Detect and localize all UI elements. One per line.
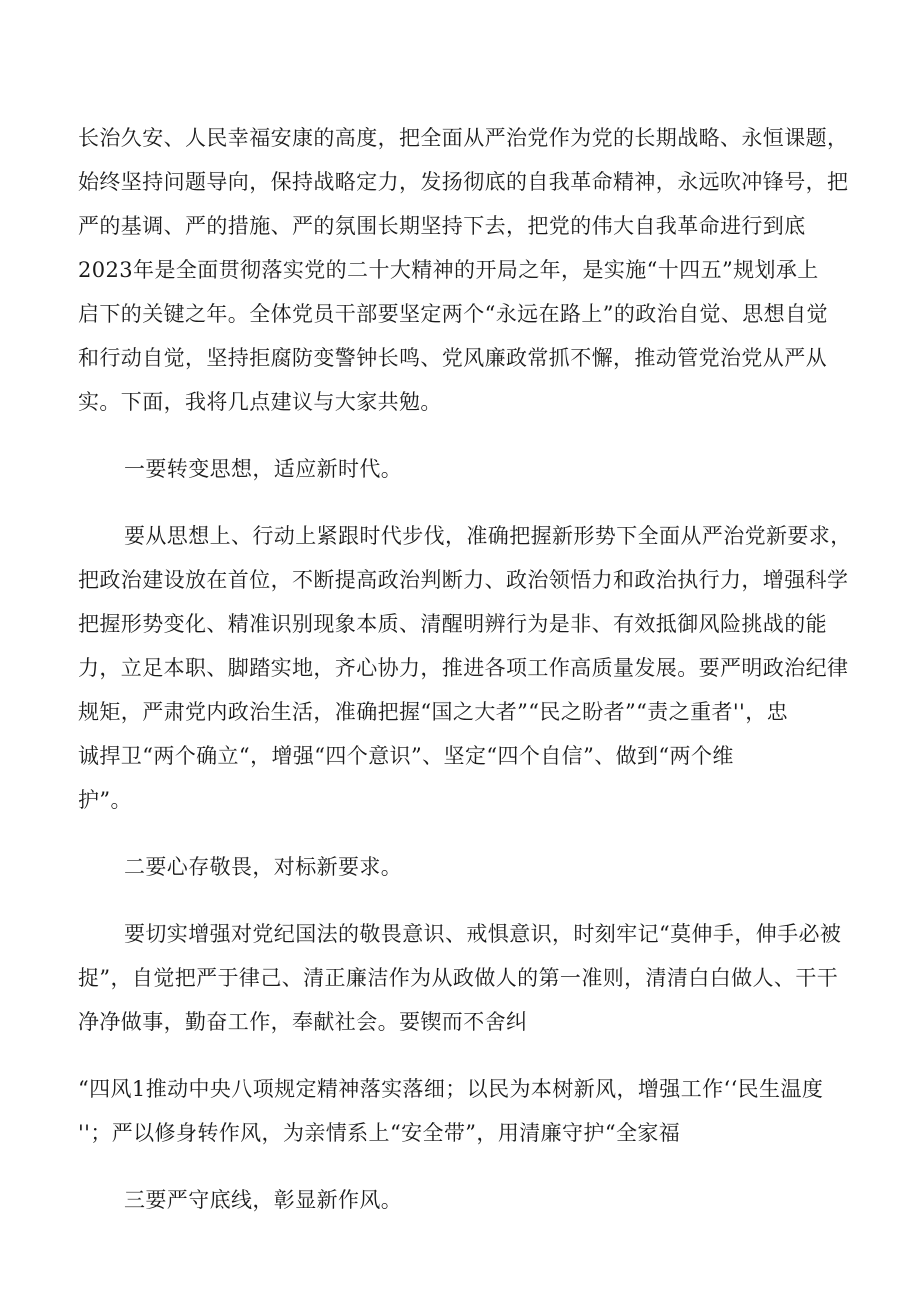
section-heading-1: 一要转变思想，适应新时代。 [124,457,403,481]
text-line-12: 规矩，严肃党内政治生活，准确把握“国之大者”“民之盼者”“责之重者''，忠 [78,700,789,724]
text-line-13: 诚捍卫“两个确立“，增强“四个意识”、坚定“四个自信”、做到“两个维 [78,744,734,768]
text-line-18: “四风1推动中央八项规定精神落实落细；以民为本树新风，增强工作‘‘民生温度 [78,1077,824,1101]
text-line-7: 实。下面，我将几点建议与大家共勉。 [78,390,442,414]
text-line-17: 净净做事，勤奋工作，奉献社会。要锲而不舍纠 [78,1010,528,1034]
text-line-5: 启下的关键之年。全体党员干部要坚定两个“永远在路上”的政治自觉、思想自觉 [78,302,828,326]
text-line-9: 把政治建设放在首位，不断提高政治判断力、政治领悟力和政治执行力，增强科学 [78,568,849,592]
text-line-8: 要从思想上、行动上紧跟时代步伐，准确把握新形势下全面从严治党新要求， [124,524,852,548]
text-line-14: 护”。 [78,788,132,812]
text-line-10: 把握形势变化、精准识别现象本质、清醒明辨行为是非、有效抵御风险挑战的能 [78,612,827,636]
text-line-3: 严的基调、严的措施、严的氛围长期坚持下去，把党的伟大自我革命进行到底 [78,214,806,238]
text-line-1: 长治久安、人民幸福安康的高度，把全面从严治党作为党的长期战略、永恒课题， [78,126,849,150]
text-line-11: 力，立足本职、脚踏实地，齐心协力，推进各项工作高质量发展。要严明政治纪律 [78,656,849,680]
text-line-15: 要切实增强对党纪国法的敬畏意识、戒惧意识，时刻牢记“莫伸手，伸手必被 [124,922,842,946]
text-line-16: 捉”，自觉把严于律己、清正廉洁作为从政做人的第一准则，清清白白做人、干干 [78,966,839,990]
section-heading-3: 三要严守底线，彰显新作风。 [124,1188,403,1212]
section-heading-2: 二要心存敬畏，对标新要求。 [124,855,403,879]
text-line-6: 和行动自觉，坚持拒腐防变警钟长鸣、党风廉政常抓不懈，推动管党治党从严从 [78,346,827,370]
text-line-19: ''；严以修身转作风，为亲情系上“安全带”，用清廉守护“全家福 [78,1121,681,1145]
text-line-2: 始终坚持问题导向，保持战略定力，发扬彻底的自我革命精神，永远吹冲锋号，把 [78,170,849,194]
text-line-4: 2023年是全面贯彻落实党的二十大精神的开局之年，是实施“十四五”规划承上 [78,258,819,282]
